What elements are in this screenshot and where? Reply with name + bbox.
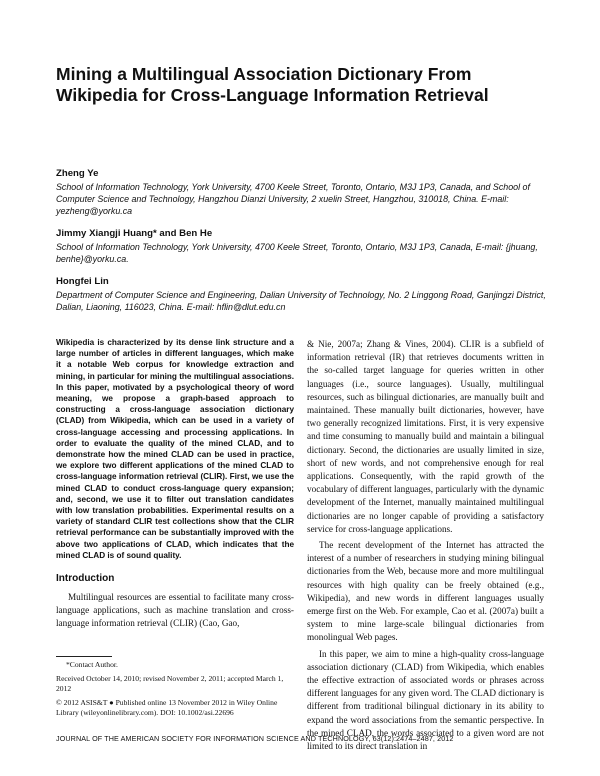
journal-running-footer: JOURNAL OF THE AMERICAN SOCIETY FOR INFORMATION SCIENCE AND TECHNOLOGY, 63(12):2474–2487, 2012 bbox=[56, 734, 454, 743]
body-paragraph: The recent development of the Internet has attracted the interest of a number of researchers in studying mining bilingual dictionaries from the Web, because more and more multilingual resources with high quality can be freely obtained (e.g., Wikipedia), and new words in different languages usually emerge first on the Web. For example, Cao et al. (2007a) built a system to mine large-scale bilingual dictionaries from monolingual Web pages. bbox=[307, 540, 544, 643]
abstract: Wikipedia is characterized by its dense link structure and a large number of articles in different languages, which make it a notable Web corpus for knowledge extraction and mining, in particular for mining the multilingual associations. In this paper, motivated by a psychological theory of word meaning, we propose a graph-based approach to constructing a cross-language association dictionary (CLAD) from Wikipedia, which can be used in a variety of cross-language accessing and processing applications. In order to evaluate the quality of the mined CLAD, and to demonstrate how the mined CLAD can be used in practice, we explore two different applications of the mined CLAD to cross-language information retrieval (CLIR). First, we use the mined CLAD to conduct cross-language query expansion; and, second, we use it to filter out translation candidates with low translation probabilities. Experimental results on a variety of standard CLIR test collections show that the CLIR retrieval performance can be substantially improved with the above two applications of CLAD, which indicates that the mined CLAD is of sound quality. bbox=[56, 338, 294, 560]
author-block-2 bbox=[56, 228, 556, 265]
paper-title: Mining a Multilingual Association Dictionary From Wikipedia for Cross-Language Information Retrieval bbox=[56, 64, 489, 105]
received-dates: Received October 14, 2010; revised November 2, 2011; accepted March 1, 2012 bbox=[56, 674, 284, 693]
author-block-3 bbox=[56, 276, 556, 313]
intro-paragraph: Multilingual resources are essential to facilitate many cross-language applications, such as machine translation and cross-language information retrieval (CLIR) (Cao, Gao, bbox=[56, 592, 294, 629]
left-column bbox=[56, 337, 294, 631]
footnotes bbox=[56, 660, 294, 722]
author-name: Hongfei Lin bbox=[56, 276, 109, 287]
right-column bbox=[307, 338, 544, 753]
author-affiliation: Department of Computer Science and Engineering, Dalian University of Technology, No. 2 Linggong Road, Ganjingzi District, Dalian, Liaoning, 116023, China. E-mail: hflin@dlut.edu.cn bbox=[56, 290, 546, 312]
contact-author-note: *Contact Author. bbox=[66, 660, 118, 669]
author-block-1 bbox=[56, 168, 556, 217]
footnote-rule bbox=[56, 656, 112, 657]
author-name: Zheng Ye bbox=[56, 168, 99, 179]
author-name: Jimmy Xiangji Huang* and Ben He bbox=[56, 228, 213, 239]
copyright-note: © 2012 ASIS&T ● Published online 13 November 2012 in Wiley Online Library (wileyonlinelibrary.com). DOI: 10.1002/asi.22696 bbox=[56, 698, 278, 717]
body-paragraph: In this paper, we aim to mine a high-quality cross-language association dictionary (CLAD) from Wikipedia, which enables the effective extraction of associated words or phrases across different languages for any given word. The CLAD dictionary is different from traditional bilingual dictionary in its ability to expand the word associations from the semantic perspective. In the mined CLAD, the words associated to a given word are not limited to its direct translation in bbox=[307, 648, 544, 752]
section-heading-introduction: Introduction bbox=[56, 573, 115, 585]
author-affiliation: School of Information Technology, York University, 4700 Keele Street, Toronto, Ontario, M3J 1P3, Canada, and School of Computer Science and Technology, Hangzhou Dianzi University, 2 xuelin Street, Hangzhou, 310018, China. E-mail: yezheng@yorku.ca bbox=[56, 182, 530, 216]
body-paragraph: & Nie, 2007a; Zhang & Vines, 2004). CLIR is a subfield of information retrieval (IR) that retrieves documents written in the so-called target language for queries written in other languages (i.e., source languages). Usually, multilingual resources, such as bilingual dictionaries, are manually built and maintained. These manually built dictionaries, however, have two generally recognized limitations. First, it is very expensive and time consuming to manually build and maintain a bilingual dictionary. Second, the dictionaries are usually limited in size, short of new words, and not comprehensive enough for real applications. Consequently, with the rapid growth of the vocabulary of different languages, particularly with the dynamic development of the Internet, manually maintained multilingual dictionaries are no longer capable of providing a satisfactory service for cross-language applications. bbox=[307, 339, 544, 534]
author-affiliation: School of Information Technology, York University, 4700 Keele Street, Toronto, Ontario, M3J 1P3, Canada, E-mail: {jhuang, benhe}@yorku.ca. bbox=[56, 242, 538, 264]
